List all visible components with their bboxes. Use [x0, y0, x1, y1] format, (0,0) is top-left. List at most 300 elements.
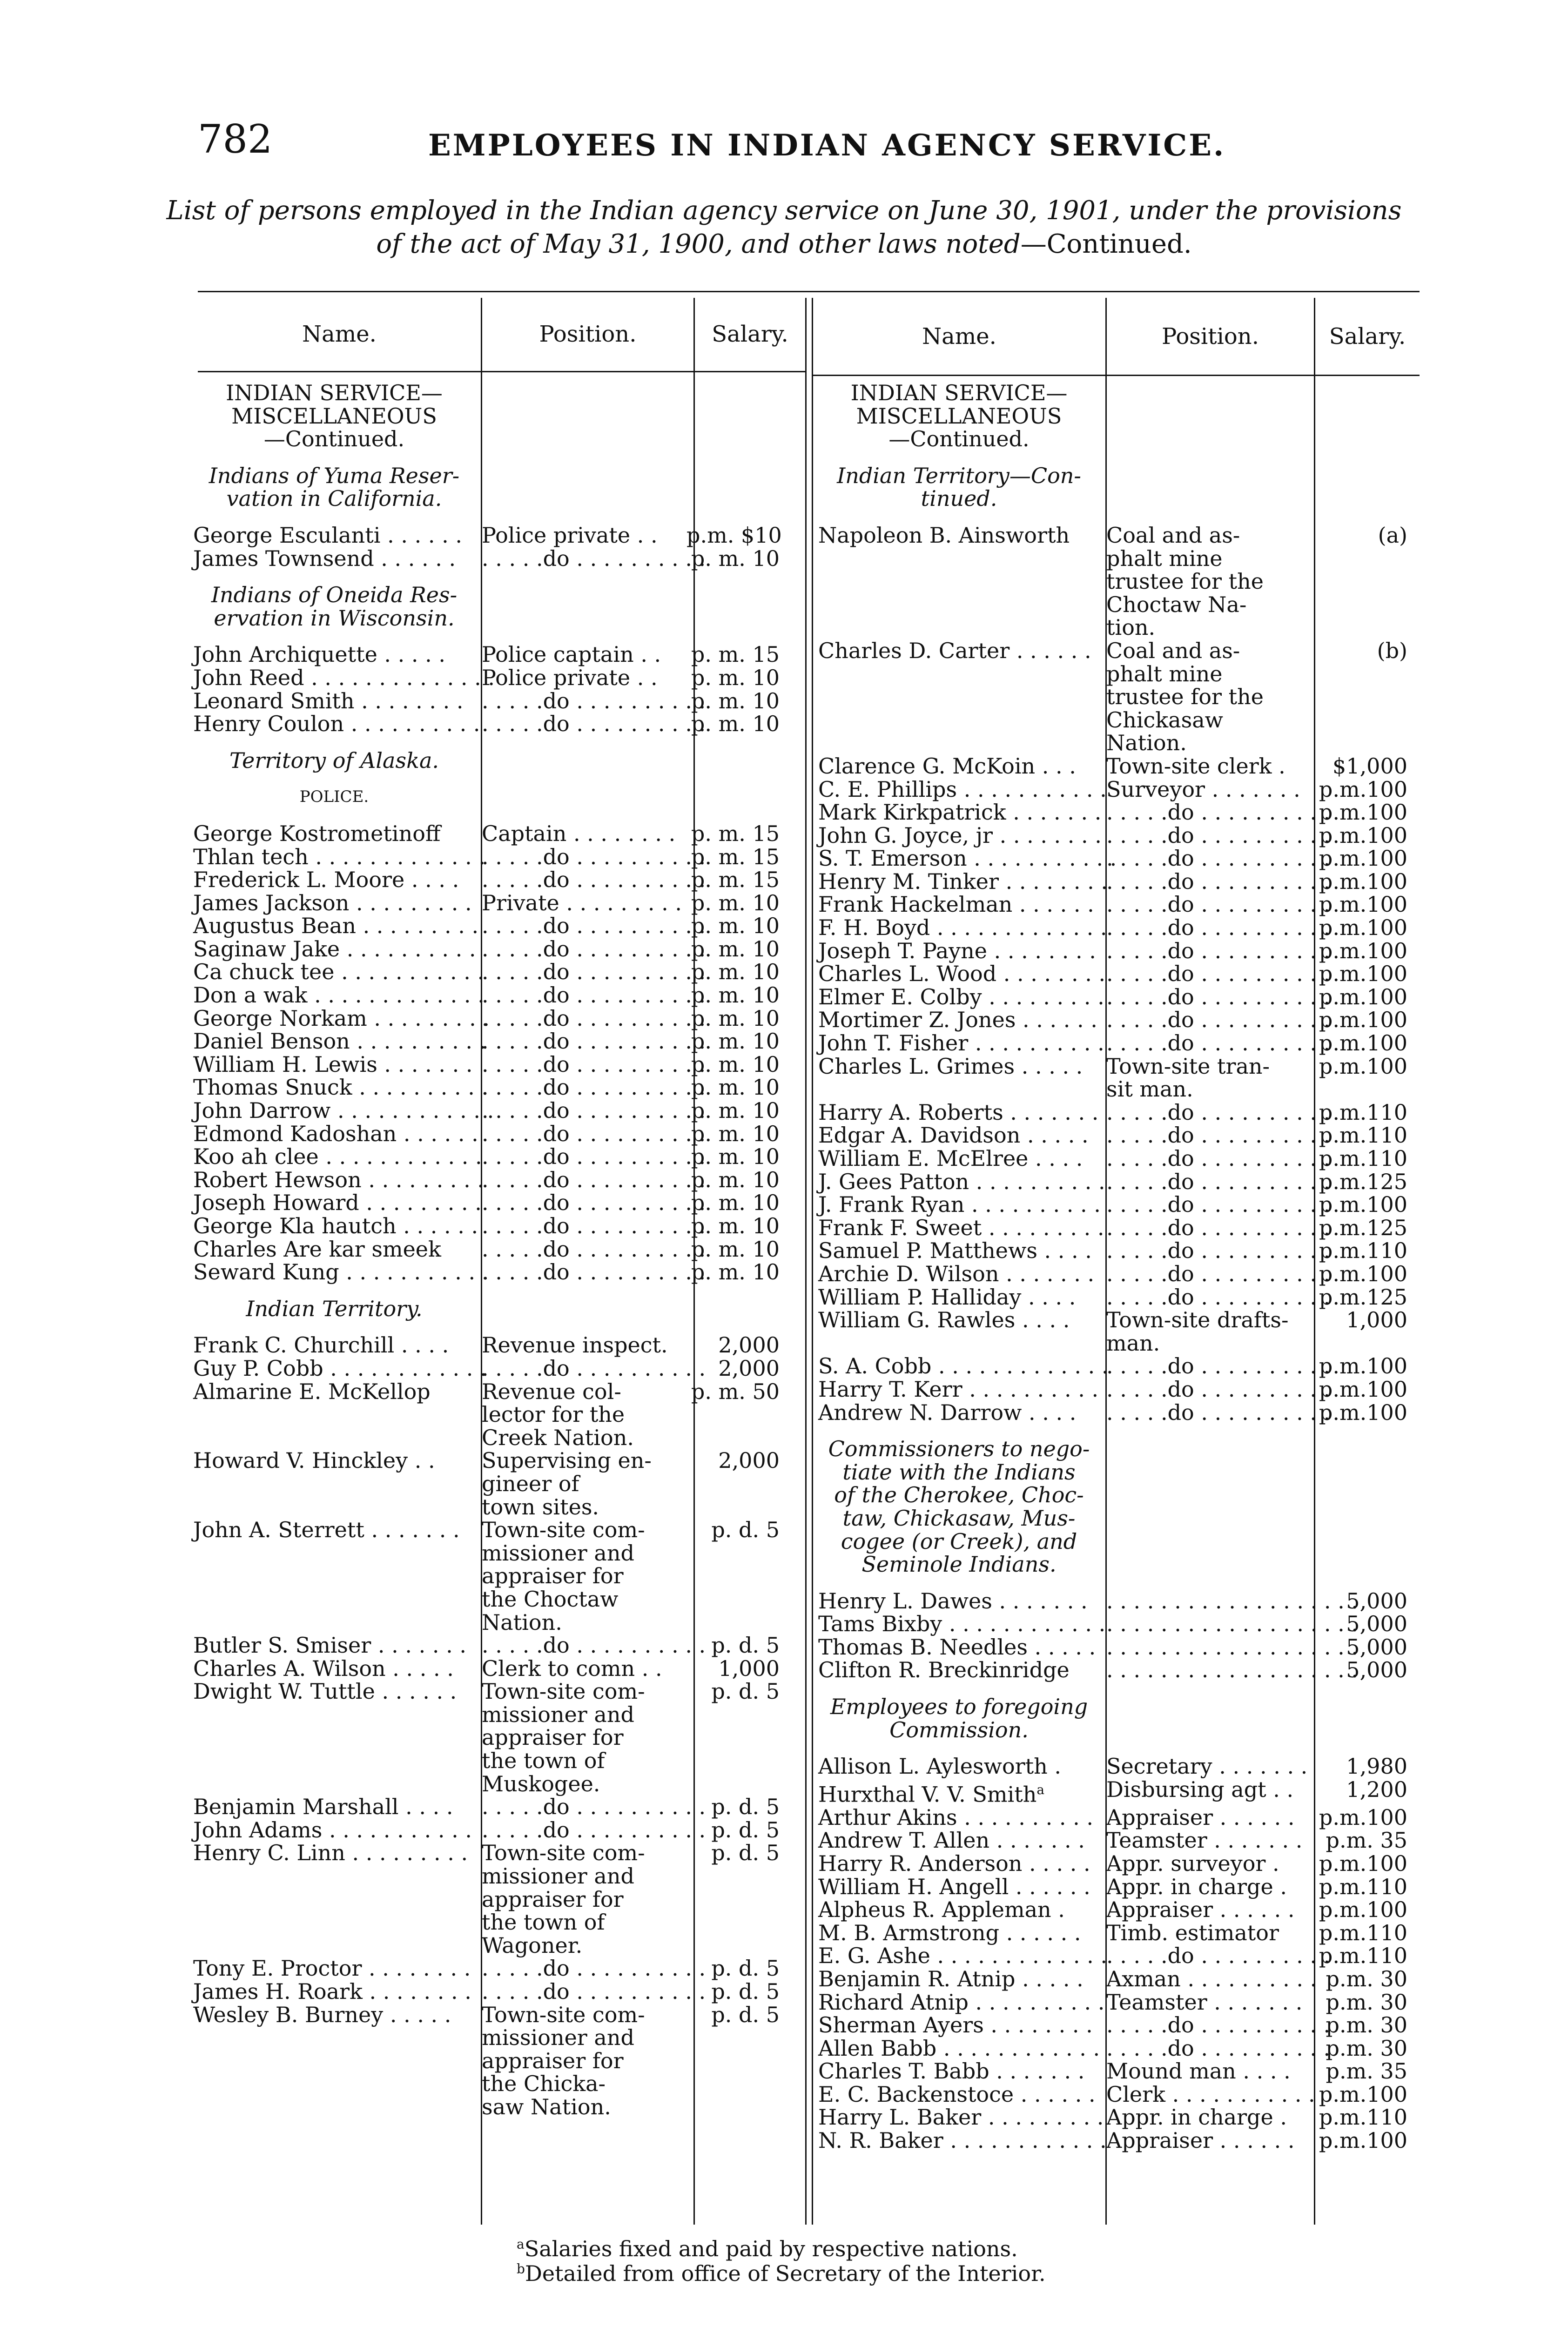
table-caption-line-2 — [0, 229, 1568, 259]
employee-name: Guy P. Cobb . . . . . . . . . . . . — [193, 1355, 487, 1381]
employee-position: . . . . .do . . . . . . . . . . — [482, 1051, 706, 1077]
table-row — [818, 1286, 1417, 1309]
employee-salary: p. m. 10 — [691, 1075, 780, 1100]
employee-salary: p.m.125 — [1319, 1215, 1407, 1240]
employee-name: Koo ah clee . . . . . . . . . . . . — [193, 1144, 482, 1170]
row-spacer — [818, 451, 1417, 464]
employee-position: phalt mine — [1106, 545, 1223, 571]
employee-salary — [1307, 1332, 1407, 1355]
employee-salary — [686, 1888, 780, 1911]
employee-salary: p.m.100 — [1319, 1353, 1407, 1379]
employee-salary: p. d. 5 — [711, 1840, 780, 1866]
employee-name: S. A. Cobb . . . . . . . . . . . . . — [818, 1353, 1109, 1379]
employee-name: Charles D. Carter . . . . . . — [818, 638, 1091, 663]
employee-salary: p.m.100 — [1319, 1261, 1407, 1286]
employee-name — [818, 709, 1100, 732]
row-spacer — [193, 1320, 796, 1334]
employee-position: . . . . .do . . . . . . . . . . — [1106, 1399, 1331, 1425]
header-salary-left: Salary. — [712, 321, 788, 347]
table-row — [818, 824, 1417, 847]
employee-position: trustee for the — [1106, 684, 1264, 710]
employee-salary: p.m.110 — [1319, 1099, 1407, 1125]
employee-salary — [1307, 709, 1407, 732]
employee-salary: p.m.100 — [1319, 1850, 1407, 1876]
employee-salary — [686, 1611, 780, 1634]
row-spacer — [193, 809, 796, 822]
employee-salary: p. m. 10 — [691, 890, 780, 915]
table-row — [818, 755, 1417, 778]
employee-position: missioner and — [482, 1702, 634, 1727]
employee-position: . . . . .do . . . . . . . . . . — [482, 1794, 706, 1820]
table-row — [193, 1865, 796, 1888]
employee-salary: p.m.100 — [1319, 961, 1407, 987]
table-row — [818, 2014, 1417, 2037]
table-row — [818, 2129, 1417, 2152]
table-row — [193, 961, 796, 984]
employee-position: . . . . .do . . . . . . . . . . — [1106, 1353, 1331, 1379]
employee-position: . . . . . . . . . . . . . . . . . . . — [1106, 1588, 1359, 1614]
section-heading: MISCELLANEOUS — [856, 403, 1062, 429]
table-row — [193, 1007, 796, 1030]
employee-position: . . . . .do . . . . . . . . . . — [1106, 1376, 1331, 1402]
table-row — [193, 1334, 796, 1357]
employee-salary: p.m.100 — [1319, 1192, 1407, 1217]
employee-salary: p. m. 10 — [691, 1236, 780, 1262]
employee-position: Nation. — [482, 1609, 562, 1635]
employee-salary: p. m. 10 — [691, 688, 780, 713]
table-row — [193, 547, 796, 571]
header-name-left: Name. — [302, 321, 377, 347]
employee-name: Leonard Smith . . . . . . . . — [193, 688, 464, 713]
employee-position: . . . . . . . . . . . . . . . . . . . — [1106, 1634, 1359, 1660]
employee-name: Joseph T. Payne . . . . . . . . — [818, 938, 1096, 963]
employee-salary: p.m.100 — [1319, 938, 1407, 963]
table-row — [193, 1123, 796, 1146]
employee-salary: p. m. 10 — [691, 913, 780, 939]
employee-salary: p. m. 10 — [691, 665, 780, 690]
table-row — [193, 938, 796, 961]
employee-salary: p.m.100 — [1319, 1897, 1407, 1923]
employee-position: man. — [1106, 1330, 1160, 1356]
footnote-text: Detailed from office of Secretary of the Interior. — [525, 2261, 1046, 2286]
table-row — [193, 1403, 796, 1426]
employee-salary: p.m.100 — [1319, 892, 1407, 917]
employee-position: Supervising en- — [482, 1448, 652, 1473]
employee-name: Richard Atnip . . . . . . . . . . — [818, 1989, 1105, 2015]
employee-position: . . . . .do . . . . . . . . . . — [482, 688, 706, 713]
row-spacer — [818, 1424, 1417, 1438]
employee-name — [818, 593, 1100, 617]
employee-name: Dwight W. Tuttle . . . . . . — [193, 1679, 457, 1704]
employee-salary — [686, 1726, 780, 1749]
employee-name: Clarence G. McKoin . . . — [818, 753, 1076, 779]
employee-name: William G. Rawles . . . . — [818, 1307, 1070, 1333]
table-row — [818, 962, 1417, 986]
employee-name: Charles A. Wilson . . . . . — [193, 1655, 454, 1681]
employee-salary: p.m. 30 — [1326, 1966, 1407, 1991]
employee-name: Don a wak . . . . . . . . . . . . . — [193, 982, 485, 1008]
table-row — [818, 1193, 1417, 1217]
employee-name: Frederick L. Moore . . . . — [193, 867, 459, 893]
table-row — [193, 2050, 796, 2073]
table-row — [818, 870, 1417, 894]
employee-salary: p.m.110 — [1319, 1123, 1407, 1148]
row-spacer — [193, 630, 796, 643]
table-row — [193, 1191, 796, 1215]
employee-position: the Choctaw — [482, 1586, 619, 1612]
employee-salary: 5,000 — [1346, 1611, 1407, 1637]
employee-position: . . . . .do . . . . . . . . . . — [1106, 2012, 1331, 2038]
table-row — [193, 1934, 796, 1957]
employee-name: James Townsend . . . . . . — [193, 545, 456, 571]
header-rule-right — [813, 375, 1420, 376]
employee-position: Teamster . . . . . . . — [1106, 1828, 1303, 1853]
table-row — [193, 1053, 796, 1076]
employee-salary: p. m. 10 — [691, 1005, 780, 1031]
table-row — [818, 1968, 1417, 1991]
employee-name: Tams Bixby . . . . . . . . . . . . — [818, 1611, 1106, 1637]
table-row — [193, 643, 796, 666]
employee-position: . . . . .do . . . . . . . . . . — [1106, 1007, 1331, 1033]
table-row — [818, 916, 1417, 940]
header-position-left: Position. — [539, 321, 637, 347]
employee-salary — [1307, 570, 1407, 593]
subsection-heading: cogee (or Creek), and — [841, 1528, 1077, 1554]
employee-name: William H. Angell . . . . . . — [818, 1874, 1090, 1899]
employee-name — [193, 1565, 475, 1588]
footnote-marker: a — [1036, 1782, 1045, 1797]
employee-salary: p.m.125 — [1319, 1169, 1407, 1194]
employee-name: Frank C. Churchill . . . . — [193, 1332, 449, 1358]
employee-position: Revenue inspect. — [482, 1332, 668, 1358]
table-row — [193, 1519, 796, 1542]
table-row — [818, 709, 1417, 732]
table-row — [818, 1876, 1417, 1899]
employee-position: . . . . .do . . . . . . . . . . — [1106, 1943, 1331, 1969]
table-row — [193, 1634, 796, 1657]
table-row — [193, 1657, 796, 1681]
employee-name: Ca chuck tee . . . . . . . . . . . — [193, 959, 485, 985]
employee-salary — [686, 1473, 780, 1496]
footnote-text: Salaries fixed and paid by respective nations. — [524, 2236, 1018, 2261]
employee-salary: p. m. 10 — [691, 711, 780, 737]
table-row — [818, 1898, 1417, 1922]
employee-name — [193, 1426, 475, 1450]
employee-name: George Esculanti . . . . . . — [193, 522, 462, 548]
employee-salary — [686, 2072, 780, 2096]
employee-name — [193, 1403, 475, 1426]
employee-position: . . . . .do . . . . . . . . . . — [1106, 1169, 1331, 1194]
employee-salary: p. m. 10 — [691, 959, 780, 985]
employee-position: Choctaw Na- — [1106, 592, 1247, 617]
table-row — [818, 801, 1417, 824]
employee-position: . . . . .do . . . . . . . . . . — [482, 1956, 706, 1981]
employee-salary: p.m.100 — [1319, 1030, 1407, 1056]
employee-name: Hurxthal V. V. Smith$^a$ — [818, 1782, 1045, 1807]
table-row — [193, 1261, 796, 1284]
employee-position: Town-site com- — [482, 1840, 645, 1866]
employee-name: E. C. Backenstoce . . . . . . — [818, 2081, 1096, 2107]
table-row — [818, 1944, 1417, 1968]
employee-name: Almarine E. McKellop — [193, 1379, 431, 1404]
employee-salary: 1,200 — [1346, 1776, 1407, 1802]
header-salary-right: Salary. — [1329, 323, 1406, 350]
employee-name: John A. Sterrett . . . . . . . — [193, 1517, 460, 1543]
subsection-heading: vation in California. — [226, 486, 442, 511]
header-position-right: Position. — [1162, 323, 1259, 350]
section-heading: —Continued. — [888, 426, 1030, 452]
employee-position: missioner and — [482, 2025, 634, 2051]
table-row — [193, 822, 796, 846]
row-spacer — [193, 511, 796, 524]
employee-salary: p. d. 5 — [711, 1794, 780, 1820]
employee-name: Clifton R. Breckinridge — [818, 1657, 1070, 1683]
employee-name: Seward Kung . . . . . . . . . . . — [193, 1259, 489, 1285]
employee-name: Henry Coulon . . . . . . . . . . — [193, 711, 480, 737]
employee-salary: p.m. 30 — [1326, 2012, 1407, 2038]
employee-position: trustee for the — [1106, 569, 1264, 594]
table-row — [818, 2106, 1417, 2129]
header-rule-left — [198, 371, 805, 372]
table-row — [818, 1263, 1417, 1286]
employee-salary: 5,000 — [1346, 1588, 1407, 1614]
employee-name — [193, 1865, 475, 1888]
employee-salary: 2,000 — [718, 1448, 780, 1473]
caption-continued: —Continued. — [1020, 229, 1192, 259]
table-top-rule — [198, 291, 1420, 292]
employee-position: Chickasaw — [1106, 707, 1224, 733]
table-row — [193, 1030, 796, 1053]
table-row — [818, 986, 1417, 1009]
employee-salary: p. m. 10 — [691, 1259, 780, 1285]
table-row — [818, 732, 1417, 755]
employee-name: Mark Kirkpatrick . . . . . . . — [818, 800, 1102, 825]
employee-salary: p.m.100 — [1319, 1007, 1407, 1033]
employee-name: C. E. Phillips . . . . . . . . . . . — [818, 776, 1107, 802]
table-row — [193, 1980, 796, 2004]
employee-position: Town-site com- — [482, 1679, 645, 1704]
employee-name: Allen Babb . . . . . . . . . . . . — [818, 2035, 1100, 2061]
employee-name: Benjamin R. Atnip . . . . . — [818, 1966, 1083, 1991]
table-row — [193, 713, 796, 736]
employee-salary — [686, 1703, 780, 1727]
table-row — [193, 1145, 796, 1169]
employee-position: Appr. in charge . — [1106, 1874, 1287, 1899]
employee-name: Mortimer Z. Jones . . . . . . — [818, 1007, 1097, 1033]
employee-position: . . . . .do . . . . . . . . . . — [482, 1190, 706, 1216]
employee-position: . . . . .do . . . . . . . . . . — [1106, 938, 1331, 963]
employee-position: . . . . .do . . . . . . . . . . — [482, 1167, 706, 1192]
employee-position: Town-site tran- — [1106, 1053, 1270, 1079]
subsection-heading: Commission. — [889, 1717, 1029, 1742]
employee-salary: p.m. 30 — [1326, 1989, 1407, 2015]
table-row — [818, 1590, 1417, 1613]
employee-position: . . . . .do . . . . . . . . . . — [1106, 2035, 1331, 2061]
table-row — [193, 1726, 796, 1749]
employee-salary — [1307, 686, 1407, 709]
employee-position: Appraiser . . . . . . — [1106, 1897, 1295, 1923]
employee-position: . . . . .do . . . . . . . . . . — [482, 844, 706, 869]
employee-salary — [1307, 616, 1407, 639]
table-row — [818, 547, 1417, 571]
employee-position: . . . . .do . . . . . . . . . . — [482, 1979, 706, 2004]
employee-position: lector for the — [482, 1402, 625, 1427]
table-row — [193, 1496, 796, 1519]
table-row — [818, 1613, 1417, 1636]
table-row — [818, 686, 1417, 709]
employee-salary: p. m. 10 — [691, 1098, 780, 1123]
employee-name: Butler S. Smiser . . . . . . . — [193, 1633, 466, 1658]
employee-position: . . . . .do . . . . . . . . . . — [1106, 961, 1331, 987]
employee-salary: p. m. 10 — [691, 982, 780, 1008]
subsection-heading: tiate with the Indians — [842, 1459, 1076, 1485]
table-row — [193, 1911, 796, 1934]
employee-name — [193, 1726, 475, 1749]
employee-name: Allison L. Aylesworth . — [818, 1754, 1061, 1779]
employee-salary: p.m. 35 — [1326, 1828, 1407, 1853]
employee-salary: p.m.110 — [1319, 1874, 1407, 1899]
section-heading: POLICE. — [299, 787, 369, 807]
employee-position: . . . . .do . . . . . . . . . . — [1106, 846, 1331, 871]
employee-position: Police private . . — [482, 665, 658, 690]
employee-salary: (b) — [1377, 638, 1407, 663]
employee-name — [193, 1611, 475, 1634]
table-row — [818, 1922, 1417, 1945]
table-row — [818, 639, 1417, 663]
employee-name: Joseph Howard . . . . . . . . . — [193, 1190, 482, 1216]
employee-salary: p.m.100 — [1319, 822, 1407, 848]
employee-position: . . . . .do . . . . . . . . . . — [482, 1075, 706, 1100]
employee-position: appraiser for — [482, 1886, 624, 1912]
employee-salary — [686, 2026, 780, 2050]
employee-name — [193, 2050, 475, 2073]
subsection-heading: Seminole Indians. — [861, 1552, 1057, 1577]
header-name-right: Name. — [922, 323, 996, 350]
employee-position: . . . . .do . . . . . . . . . . — [482, 1213, 706, 1238]
employee-salary — [1307, 547, 1407, 571]
subsection-heading: Employees to foregoing — [830, 1694, 1088, 1720]
employee-position: Revenue col- — [482, 1379, 621, 1404]
table-row — [193, 1426, 796, 1450]
employee-name: Andrew N. Darrow . . . . — [818, 1399, 1077, 1425]
table-row — [818, 1147, 1417, 1170]
employee-salary: $1,000 — [1332, 753, 1407, 779]
employee-salary — [686, 1749, 780, 1773]
employee-name: E. G. Ashe . . . . . . . . . . . . . — [818, 1943, 1108, 1969]
employee-position: Coal and as- — [1106, 522, 1240, 548]
table-row — [818, 524, 1417, 547]
table-row — [193, 1099, 796, 1123]
employee-name: S. T. Emerson . . . . . . . . . . . — [818, 846, 1117, 871]
subsection-heading: Indians of Yuma Reser- — [209, 463, 460, 488]
employee-position: the town of — [482, 1910, 605, 1935]
employee-position: . . . . .do . . . . . . . . . . — [1106, 1238, 1331, 1264]
employee-position: . . . . .do . . . . . . . . . . — [482, 1029, 706, 1054]
employee-name: John Darrow . . . . . . . . . . . . — [193, 1098, 494, 1123]
table-row — [193, 1238, 796, 1261]
employee-name — [193, 1588, 475, 1611]
footnote-marker: b — [517, 2261, 525, 2277]
employee-name: Frank F. Sweet . . . . . . . . . — [818, 1215, 1104, 1240]
employee-position: Surveyor . . . . . . . — [1106, 776, 1300, 802]
employee-name: Charles T. Babb . . . . . . . — [818, 2058, 1085, 2084]
subsection-heading: ervation in Wisconsin. — [214, 605, 455, 631]
employee-position: Appraiser . . . . . . — [1106, 1804, 1295, 1830]
employee-position: . . . . .do . . . . . . . . . . — [1106, 1192, 1331, 1217]
employee-position: tion. — [1106, 615, 1156, 640]
employee-salary: p. m. 15 — [691, 642, 780, 667]
employee-position: . . . . .do . . . . . . . . . . — [482, 1005, 706, 1031]
employee-position: Appr. in charge . — [1106, 2105, 1287, 2130]
employee-name: Charles Are kar smeek — [193, 1236, 441, 1262]
employee-salary — [686, 1773, 780, 1796]
table-row — [818, 1009, 1417, 1032]
employee-name: Charles L. Grimes . . . . . — [818, 1053, 1083, 1079]
table-row — [193, 1773, 796, 1796]
employee-name — [818, 732, 1100, 755]
employee-position: . . . . .do . . . . . . . . . . — [482, 982, 706, 1008]
employee-salary: p.m. $10 — [686, 522, 782, 548]
employee-salary: p.m.100 — [1319, 2081, 1407, 2107]
row-spacer — [193, 736, 796, 749]
employee-name: J. Gees Patton . . . . . . . . . . — [818, 1169, 1105, 1194]
employee-name — [193, 1773, 475, 1796]
employee-salary: p. m. 10 — [691, 1144, 780, 1170]
table-row — [193, 2096, 796, 2119]
employee-name: N. R. Baker . . . . . . . . . . . . — [818, 2128, 1107, 2153]
subsection-heading: Indian Territory—Con- — [837, 463, 1081, 488]
subsection-heading: Indian Territory. — [246, 1296, 423, 1321]
caption-italic-part: of the act of May 31, 1900, and other laws noted — [376, 229, 1021, 259]
employee-salary: p. d. 5 — [711, 1956, 780, 1981]
row-spacer — [818, 1682, 1417, 1695]
table-row — [193, 1796, 796, 1819]
table-row — [193, 1473, 796, 1496]
table-row — [818, 1078, 1417, 1101]
employee-position: appraiser for — [482, 2048, 624, 2073]
table-row — [193, 1703, 796, 1727]
employee-name: Daniel Benson . . . . . . . . . . — [193, 1029, 486, 1054]
employee-name: James Jackson . . . . . . . . . — [193, 890, 472, 915]
table-row — [818, 1991, 1417, 2014]
section-heading: MISCELLANEOUS — [231, 403, 437, 429]
employee-position: . . . . .do . . . . . . . . . . — [482, 913, 706, 939]
employee-position: . . . . .do . . . . . . . . . . — [482, 1236, 706, 1262]
employee-position: Teamster . . . . . . . — [1106, 1989, 1303, 2015]
employee-salary: p.m.100 — [1319, 846, 1407, 871]
employee-position: . . . . .do . . . . . . . . . . — [482, 1121, 706, 1146]
employee-name: Robert Hewson . . . . . . . . . — [193, 1167, 484, 1192]
employee-position: appraiser for — [482, 1725, 624, 1750]
employee-salary: p.m.110 — [1319, 1943, 1407, 1969]
employee-name — [193, 1749, 475, 1773]
table-row — [818, 1401, 1417, 1425]
employee-name: Augustus Bean . . . . . . . . . — [193, 913, 479, 939]
table-row — [818, 893, 1417, 916]
subsection-heading: Indians of Oneida Res- — [211, 582, 458, 608]
table-row — [818, 940, 1417, 963]
employee-position: Creek Nation. — [482, 1425, 634, 1450]
employee-salary: p. d. 5 — [711, 1979, 780, 2004]
employee-name: James H. Roark . . . . . . . . — [193, 1979, 471, 2004]
employee-name — [193, 2072, 475, 2096]
employee-salary: p.m.100 — [1319, 800, 1407, 825]
employee-name: Samuel P. Matthews . . . . — [818, 1238, 1092, 1264]
employee-position: Nation. — [1106, 730, 1187, 756]
employee-name — [818, 616, 1100, 639]
employee-salary — [686, 2096, 780, 2119]
employee-position: . . . . .do . . . . . . . . . . — [482, 1355, 706, 1381]
